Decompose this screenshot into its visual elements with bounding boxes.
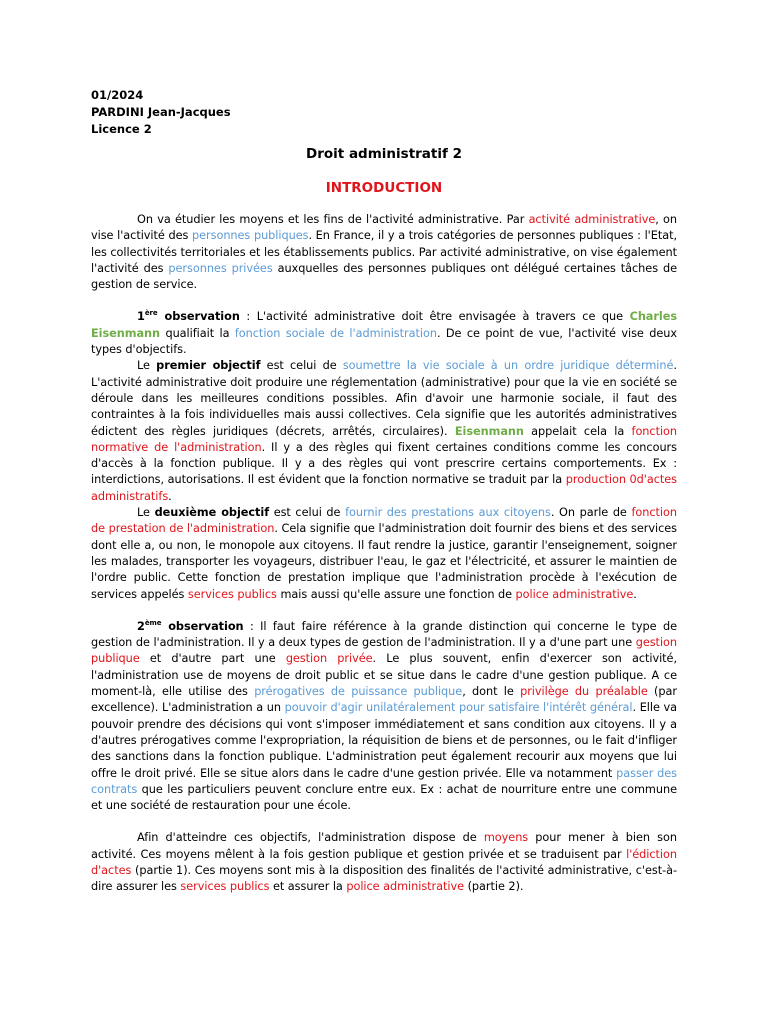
- highlight-term: prérogatives de puissance publique: [254, 685, 463, 699]
- highlight-term: Charles Eisenmann: [91, 310, 678, 340]
- highlight-term: personnes publiques: [192, 229, 309, 243]
- highlight-term: observation: [157, 310, 240, 324]
- highlight-term: premier objectif: [156, 359, 261, 373]
- text-run: et d'autre part une: [139, 652, 286, 666]
- document-body: [91, 212, 677, 896]
- highlight-term: personnes privées: [168, 261, 273, 275]
- section-title: INTRODUCTION: [325, 180, 443, 196]
- highlight-term: passer des contrats: [91, 766, 677, 796]
- text-run: mais aussi qu'elle assure une fonction de: [276, 587, 516, 601]
- text-run: , on vise l'activité des: [91, 213, 678, 243]
- text-run: . Cela signifie que l'administration doit fournir des biens et des services dont elle a, ou non, le monopole aux citoyens. Il faut rendre la justice, garantir l'enseignement, soigner les malades, transporter les voyageurs, distribuer l'eau, le gaz et l'électricité, et assurer le maintien de l'ordre public. Cette fonction de prestation implique que l'administration procède à l'exécution de services appelés: [91, 522, 678, 601]
- highlight-term: l'édiction d'actes: [91, 847, 677, 877]
- text-run: .: [633, 587, 637, 601]
- highlight-term: fonction de prestation de l'administration: [91, 506, 677, 536]
- text-run: : L'activité administrative doit être envisagée à travers ce que: [239, 310, 630, 324]
- highlight-term: services publics: [180, 880, 270, 894]
- text-run: : Il faut faire référence à la grande distinction qui concerne le type de gestion de l'administration. Il y a deux types de gestion de l'administration. Il y a d'une part une: [91, 619, 678, 650]
- text-run: . De ce point de vue, l'activité vise deux types d'objectifs.: [91, 326, 677, 357]
- paragraph: [91, 212, 677, 293]
- text-run: Le: [137, 359, 157, 373]
- highlight-term: police administrative: [346, 880, 465, 894]
- text-run: Afin d'atteindre ces objectifs, l'administration dispose de: [137, 831, 484, 845]
- text-run: (partie 2).: [464, 880, 524, 894]
- text-run: . En France, il y a trois catégories de personnes publiques : l'Etat, les collectivités territoriales et les établissements publics. Par activité administrative, on vise également l'activité des: [91, 229, 677, 275]
- highlight-term: observation: [161, 619, 244, 633]
- highlight-term: soumettre la vie sociale à un ordre juridique déterminé: [342, 359, 674, 373]
- highlight-term: gestion privée: [285, 652, 373, 666]
- highlight-term: moyens: [483, 831, 529, 845]
- text-run: . On parle de: [550, 506, 632, 520]
- highlight-term: fournir des prestations aux citoyens: [345, 506, 551, 520]
- text-run: qualifiait la: [160, 326, 235, 340]
- highlight-term: 1: [137, 310, 145, 324]
- text-run: . Elle va pouvoir prendre des décisions qui vont s'imposer immédiatement et sans condition aux citoyens. Il y a d'autres prérogatives comme l'expropriation, la réquisition de biens et de personnes, ou le fait d'infliger des sanctions dans la fonction publique. L'administration peut également recourir aux moyens que lui offre le droit privé. Elle se situe alors dans le cadre d'une gestion privée. Elle va notamment: [91, 701, 678, 780]
- text-run: (partie 1). Ces moyens sont mis à la disposition des finalités de l'activité administrative, c'est-à-dire assurer les: [91, 863, 677, 894]
- highlight-term: gestion publique: [91, 636, 677, 666]
- highlight-term: ère: [144, 309, 158, 318]
- highlight-term: deuxième objectif: [154, 506, 270, 520]
- text-run: (par excellence). L'administration a un: [91, 685, 678, 715]
- paragraph: [91, 358, 677, 505]
- text-run: , dont le: [462, 685, 521, 699]
- text-run: appelait cela la: [523, 424, 632, 438]
- highlight-term: police administrative: [515, 587, 634, 601]
- header-date: 01/2024: [91, 88, 144, 102]
- highlight-term: services publics: [187, 587, 277, 601]
- paragraph: [91, 309, 677, 358]
- text-run: auxquelles des personnes publiques ont délégué certaines tâches de gestion de service.: [91, 261, 677, 292]
- header-level: Licence 2: [91, 122, 152, 136]
- highlight-term: fonction normative de l'administration: [91, 424, 678, 454]
- text-run: Le: [137, 506, 155, 520]
- highlight-term: 2: [137, 619, 145, 633]
- text-run: . L'activité administrative doit produire une réglementation (administrative) pour que la vie en société se déroule dans les meilleures conditions possibles. Afin d'avoir une harmonie sociale, il faut des contraintes à la fois individuelles mais aussi collectives. Cela signifie que les autorités administratives édictent des règles juridiques (décrets, arrêtés, circulaires).: [91, 359, 677, 438]
- text-run: est celui de: [269, 506, 346, 520]
- text-run: est celui de: [260, 359, 343, 373]
- highlight-term: privilège du préalable: [520, 685, 648, 699]
- highlight-term: activité administrative: [528, 213, 656, 226]
- paragraph: [91, 830, 677, 895]
- text-run: et assurer la: [269, 880, 347, 894]
- text-run: pour mener à bien son activité. Ces moyens mêlent à la fois gestion publique et gestion privée et se traduisent par: [91, 831, 677, 861]
- highlight-term: Eisenmann: [454, 424, 524, 438]
- paragraph: [91, 619, 677, 815]
- text-run: .: [168, 489, 172, 503]
- text-run: que les particuliers peuvent conclure entre eux. Ex : achat de nourriture entre une commune et une société de restauration pour une école.: [91, 782, 677, 813]
- text-run: . Le plus souvent, enfin d'exercer son activité, l'administration use de moyens de droit public et se situe dans le cadre d'une gestion publique. A ce moment-là, elle utilise des: [91, 652, 677, 699]
- paragraph: [91, 505, 677, 603]
- highlight-term: pouvoir d'agir unilatéralement pour satisfaire l'intérêt général: [284, 701, 633, 715]
- highlight-term: fonction sociale de l'administration: [234, 326, 437, 340]
- text-run: . Il y a des règles qui fixent certaines conditions comme les concours d'accès à la fonction publique. Il y a des règles qui vont prescrire certains comportements. Ex : interdictions, autorisations. Il est évident que la fonction normative se traduit par la: [91, 440, 677, 487]
- highlight-term: ème: [144, 619, 162, 628]
- header-author: PARDINI Jean-Jacques: [91, 105, 231, 119]
- highlight-term: production 0d'actes administratifs: [91, 473, 678, 503]
- document-title: Droit administratif 2: [306, 146, 462, 162]
- text-run: On va étudier les moyens et les fins de l'activité administrative. Par: [137, 213, 529, 226]
